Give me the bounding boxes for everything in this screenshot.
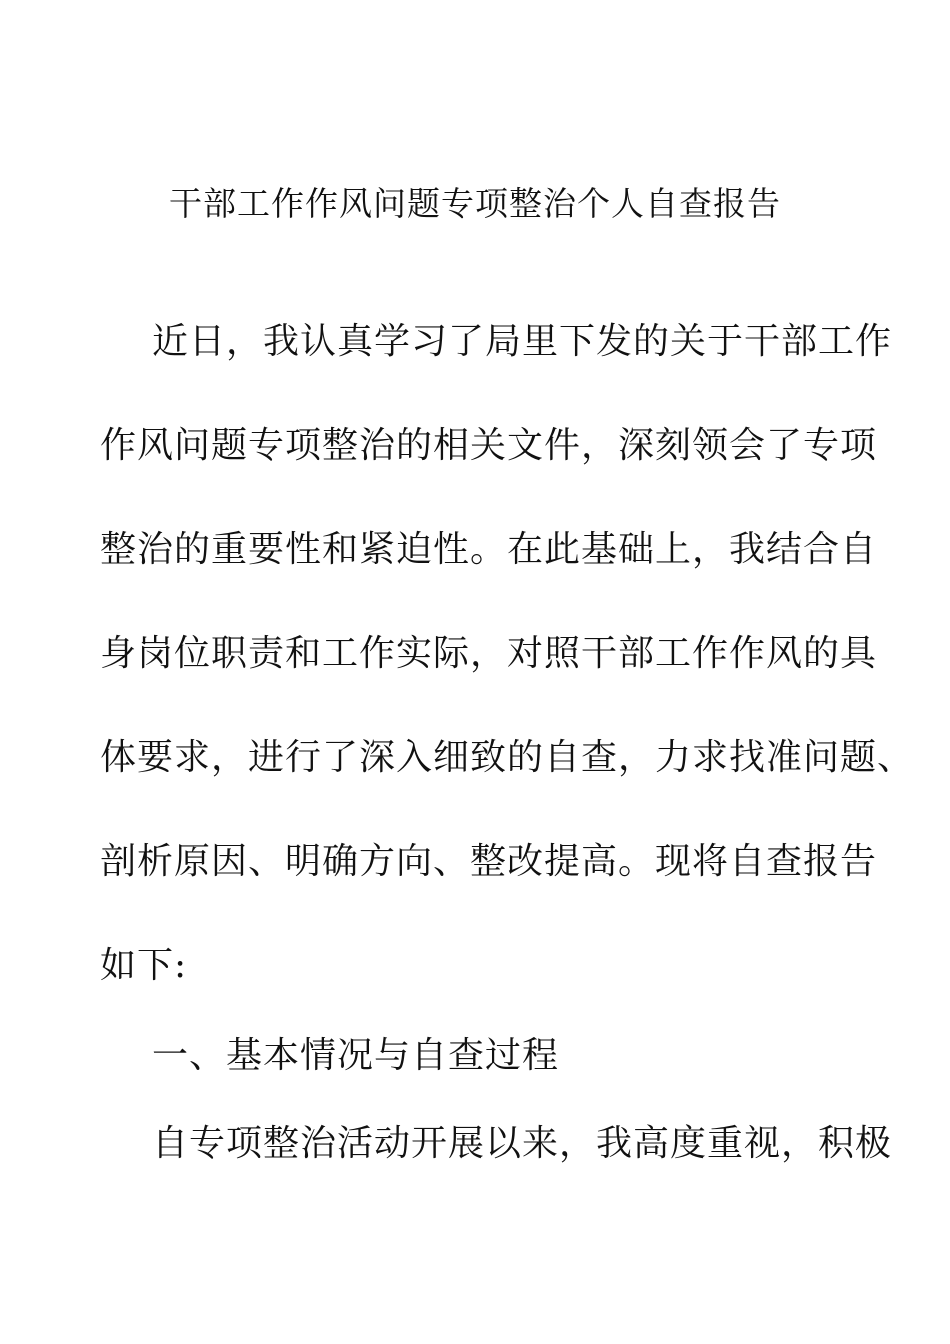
document-title: 干部工作作风问题专项整治个人自查报告	[169, 184, 781, 223]
paragraph-line: 如下:	[100, 945, 188, 986]
paragraph-line: 剖析原因、明确方向、整改提高。现将自查报告	[100, 841, 878, 882]
section-heading: 一、基本情况与自查过程	[152, 1035, 560, 1076]
paragraph-line: 身岗位职责和工作实际，对照干部工作作风的具	[100, 633, 878, 674]
paragraph-line: 整治的重要性和紧迫性。在此基础上，我结合自	[100, 529, 878, 570]
paragraph-line: 近日，我认真学习了局里下发的关于干部工作	[152, 321, 893, 362]
paragraph-line: 体要求，进行了深入细致的自查，力求找准问题、	[100, 737, 915, 778]
paragraph-line: 作风问题专项整治的相关文件，深刻领会了专项	[100, 425, 878, 466]
paragraph-line: 自专项整治活动开展以来，我高度重视，积极	[152, 1123, 893, 1164]
